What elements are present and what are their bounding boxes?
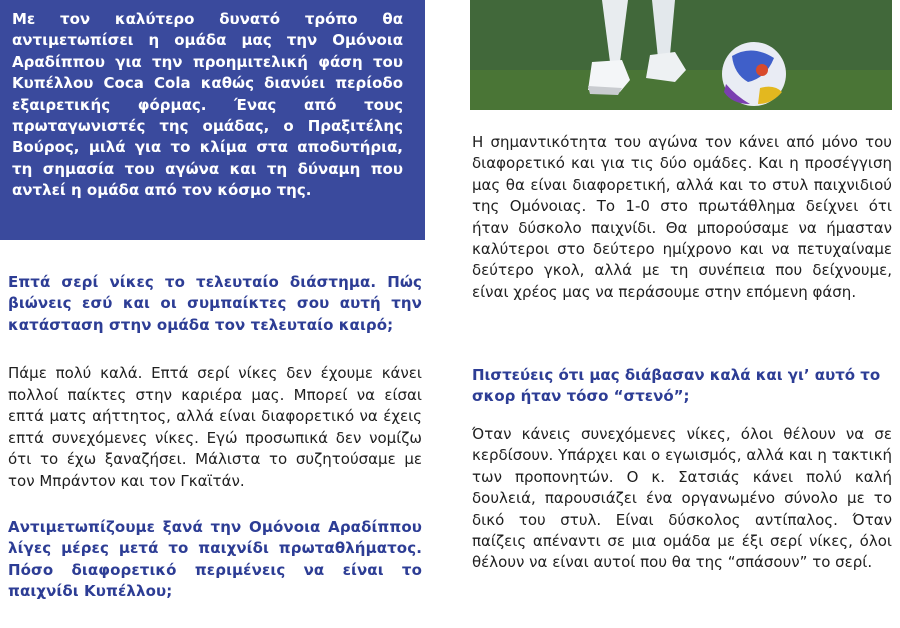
intro-box <box>0 0 425 240</box>
answer-narrow-score: Όταν κάνεις συνεχόμενες νίκες, όλοι θέλουν να σε κερδίσουν. Υπάρχει και ο εγωισμός, αλλά και η τακτική των προπονητών. Ο κ. Σατσιάς κάνει πολύ καλή δουλειά, παρουσιάζει ένα οργανωμένο σύνολο με το δικό του στυλ. Είναι δύσκολος αντίπαλος. Όταν παίζεις απέναντι σε μια ομάδα με έξι σερί νίκες, όλοι θέλουν να είναι αυτοί που θα της “σπάσουν” το σερί. <box>472 425 892 572</box>
answer-seven-wins: Πάμε πολύ καλά. Επτά σερί νίκες δεν έχουμε κάνει πολλοί παίκτες στην καριέρα μας. Μπορεί να είσαι επτά ματς αήττητος, αλλά είναι διαφορετικό να έχεις επτά συνεχόμενες νίκες. Εγώ προσωπικά δεν νομίζω ότι το έχω ξαναζήσει. Μάλιστα το συζητούσαμε με τον Μπράντον και τον Γκαϊτάν. <box>8 364 422 490</box>
answer-match-importance: Η σημαντικότητα του αγώνα τον κάνει από μόνο του διαφορετικό και για τις δύο ομάδες. Και η προσέγγιση μας θα είναι διαφορετική, αλλά και το στυλ παιχνιδιού της Ομόνοιας. Το 1-0 στο πρωτάθλημα δείχνει ότι ήταν δύσκολο παιχνίδι. Θα μπορούσαμε να ήμασταν καλύτεροι στο δεύτερο ημίχρονο και να πετυχαίναμε δεύτερο γκολ, αλλά με τη συνέπεια που δείχνουμε, είναι χρέος μας να περάσουμε στην επόμενη φάση. <box>472 133 892 301</box>
football-player-photo <box>470 0 892 110</box>
question-seven-wins: Επτά σερί νίκες το τελευταίο διάστημα. Πώς βιώνεις εσύ και οι συμπαίκτες σου αυτή την κατάσταση στην ομάδα τον τελευταίο καιρό; <box>8 273 422 334</box>
match-photo <box>470 0 892 110</box>
left-column <box>0 0 425 628</box>
question-cup-match: Αντιμετωπίζουμε ξανά την Ομόνοια Αραδίππου λίγες μέρες μετά το παιχνίδι πρωταθλήματος. Πόσο διαφορετικό περιμένεις να είναι το παιχνίδι Κυπέλλου; <box>8 518 422 601</box>
right-column <box>470 0 892 628</box>
question-narrow-score: Πιστεύεις ότι μας διάβασαν καλά και γι’ αυτό το σκορ ήταν τόσο “στενό”; <box>472 366 881 406</box>
intro-text: Με τον καλύτερο δυνατό τρόπο θα αντιμετωπίσει η ομάδα μας την Ομόνοια Αραδίππου για την προημιτελική φάση του Κυπέλλου Coca Cola καθώς διανύει περίοδο εξαιρετικής φόρμας. Ένας από τους πρωταγωνιστές της ομάδας, ο Πραξιτέλης Βούρος, μιλά για το κλίμα στα αποδυτήρια, τη σημασία του αγώνα και τη δύναμη που αντλεί η ομάδα από τον κόσμο της. <box>12 10 403 200</box>
